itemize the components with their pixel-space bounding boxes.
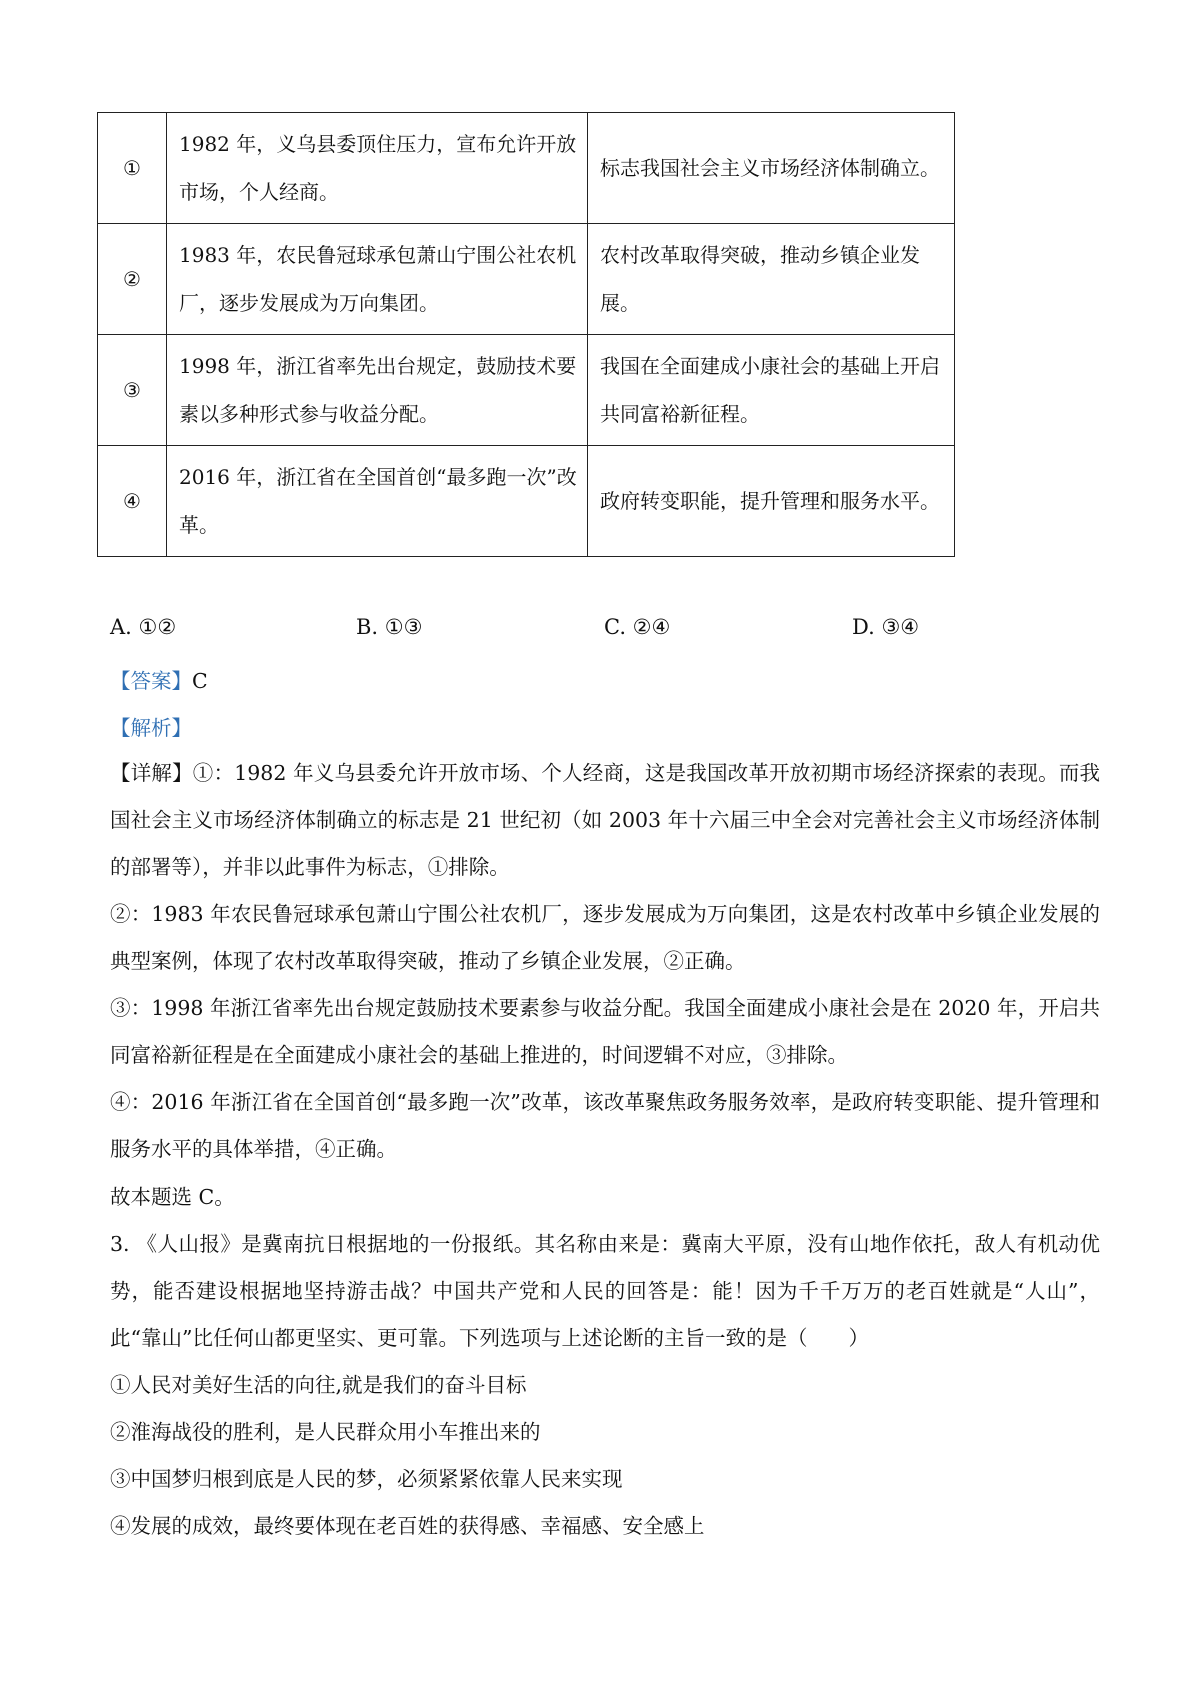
- meaning-cell: 标志我国社会主义市场经济体制确立。: [588, 113, 955, 224]
- detail-conclusion: 故本题选 C。: [110, 1185, 235, 1209]
- table-row: [98, 446, 955, 557]
- event-cell: 1998 年，浙江省率先出台规定，鼓励技术要素以多种形式参与收益分配。: [167, 335, 588, 446]
- question-3-item-3: ③中国梦归根到底是人民的梦，必须紧紧依靠人民来实现: [110, 1467, 623, 1491]
- detail-label: 【详解】: [110, 761, 193, 785]
- detail-paragraph-2: ②：1983 年农民鲁冠球承包萧山宁围公社农机厂，逐步发展成为万向集团，这是农村改革中乡镇企业发展的典型案例，体现了农村改革取得突破，推动了乡镇企业发展，②正确。: [110, 902, 1100, 973]
- answer-label: 【答案】: [110, 669, 192, 693]
- option-d: D. ③④: [852, 615, 920, 639]
- question-3-item-1: ①人民对美好生活的向往,就是我们的奋斗目标: [110, 1373, 527, 1397]
- meaning-cell: 我国在全面建成小康社会的基础上开启共同富裕新征程。: [588, 335, 955, 446]
- analysis-label: 【解析】: [110, 716, 192, 740]
- option-a: A. ①②: [110, 615, 177, 639]
- meaning-cell: 政府转变职能，提升管理和服务水平。: [588, 446, 955, 557]
- question-3-item-4: ④发展的成效，最终要体现在老百姓的获得感、幸福感、安全感上: [110, 1514, 705, 1538]
- table-row: [98, 335, 955, 446]
- answer-line: [110, 664, 208, 694]
- row-number: ④: [98, 446, 167, 557]
- detail-paragraph-1: 【详解】①：1982 年义乌县委允许开放市场、个人经商，这是我国改革开放初期市场经济探索的表现。而我国社会主义市场经济体制确立的标志是 21 世纪初（如 2003 年十六届三中全会对完善社会主义市场经济体制的部署等），并非以此事件为标志，①排除。: [110, 761, 1101, 879]
- detail-paragraph-3: ③：1998 年浙江省率先出台规定鼓励技术要素参与收益分配。我国全面建成小康社会是在 2020 年，开启共同富裕新征程是在全面建成小康社会的基础上推进的，时间逻辑不对应，③排除。: [110, 996, 1100, 1067]
- event-cell: 2016 年，浙江省在全国首创“最多跑一次”改革。: [167, 446, 588, 557]
- question-3-stem: 3. 《人山报》是冀南抗日根据地的一份报纸。其名称由来是：冀南大平原，没有山地作依托，敌人有机动优势，能否建设根据地坚持游击战？中国共产党和人民的回答是：能！因为千千万万的老百姓就是“人山”，此“靠山”比任何山都更坚实、更可靠。下列选项与上述论断的主旨一致的是（ ）: [110, 1232, 1100, 1350]
- event-cell: 1983 年，农民鲁冠球承包萧山宁围公社农机厂，逐步发展成为万向集团。: [167, 224, 588, 335]
- option-b: B. ①③: [356, 615, 423, 639]
- event-cell: 1982 年，义乌县委顶住压力，宣布允许开放市场，个人经商。: [167, 113, 588, 224]
- table-row: [98, 224, 955, 335]
- option-c: C. ②④: [604, 615, 671, 639]
- events-table: [97, 112, 955, 557]
- meaning-cell: 农村改革取得突破，推动乡镇企业发展。: [588, 224, 955, 335]
- row-number: ③: [98, 335, 167, 446]
- question-3-item-2: ②淮海战役的胜利，是人民群众用小车推出来的: [110, 1420, 541, 1444]
- table-row: [98, 113, 955, 224]
- row-number: ①: [98, 113, 167, 224]
- answer-value: C: [192, 669, 208, 693]
- detail-paragraph-4: ④：2016 年浙江省在全国首创“最多跑一次”改革，该改革聚焦政务服务效率，是政府转变职能、提升管理和服务水平的具体举措，④正确。: [110, 1090, 1100, 1161]
- answer-options: [110, 615, 1090, 651]
- row-number: ②: [98, 224, 167, 335]
